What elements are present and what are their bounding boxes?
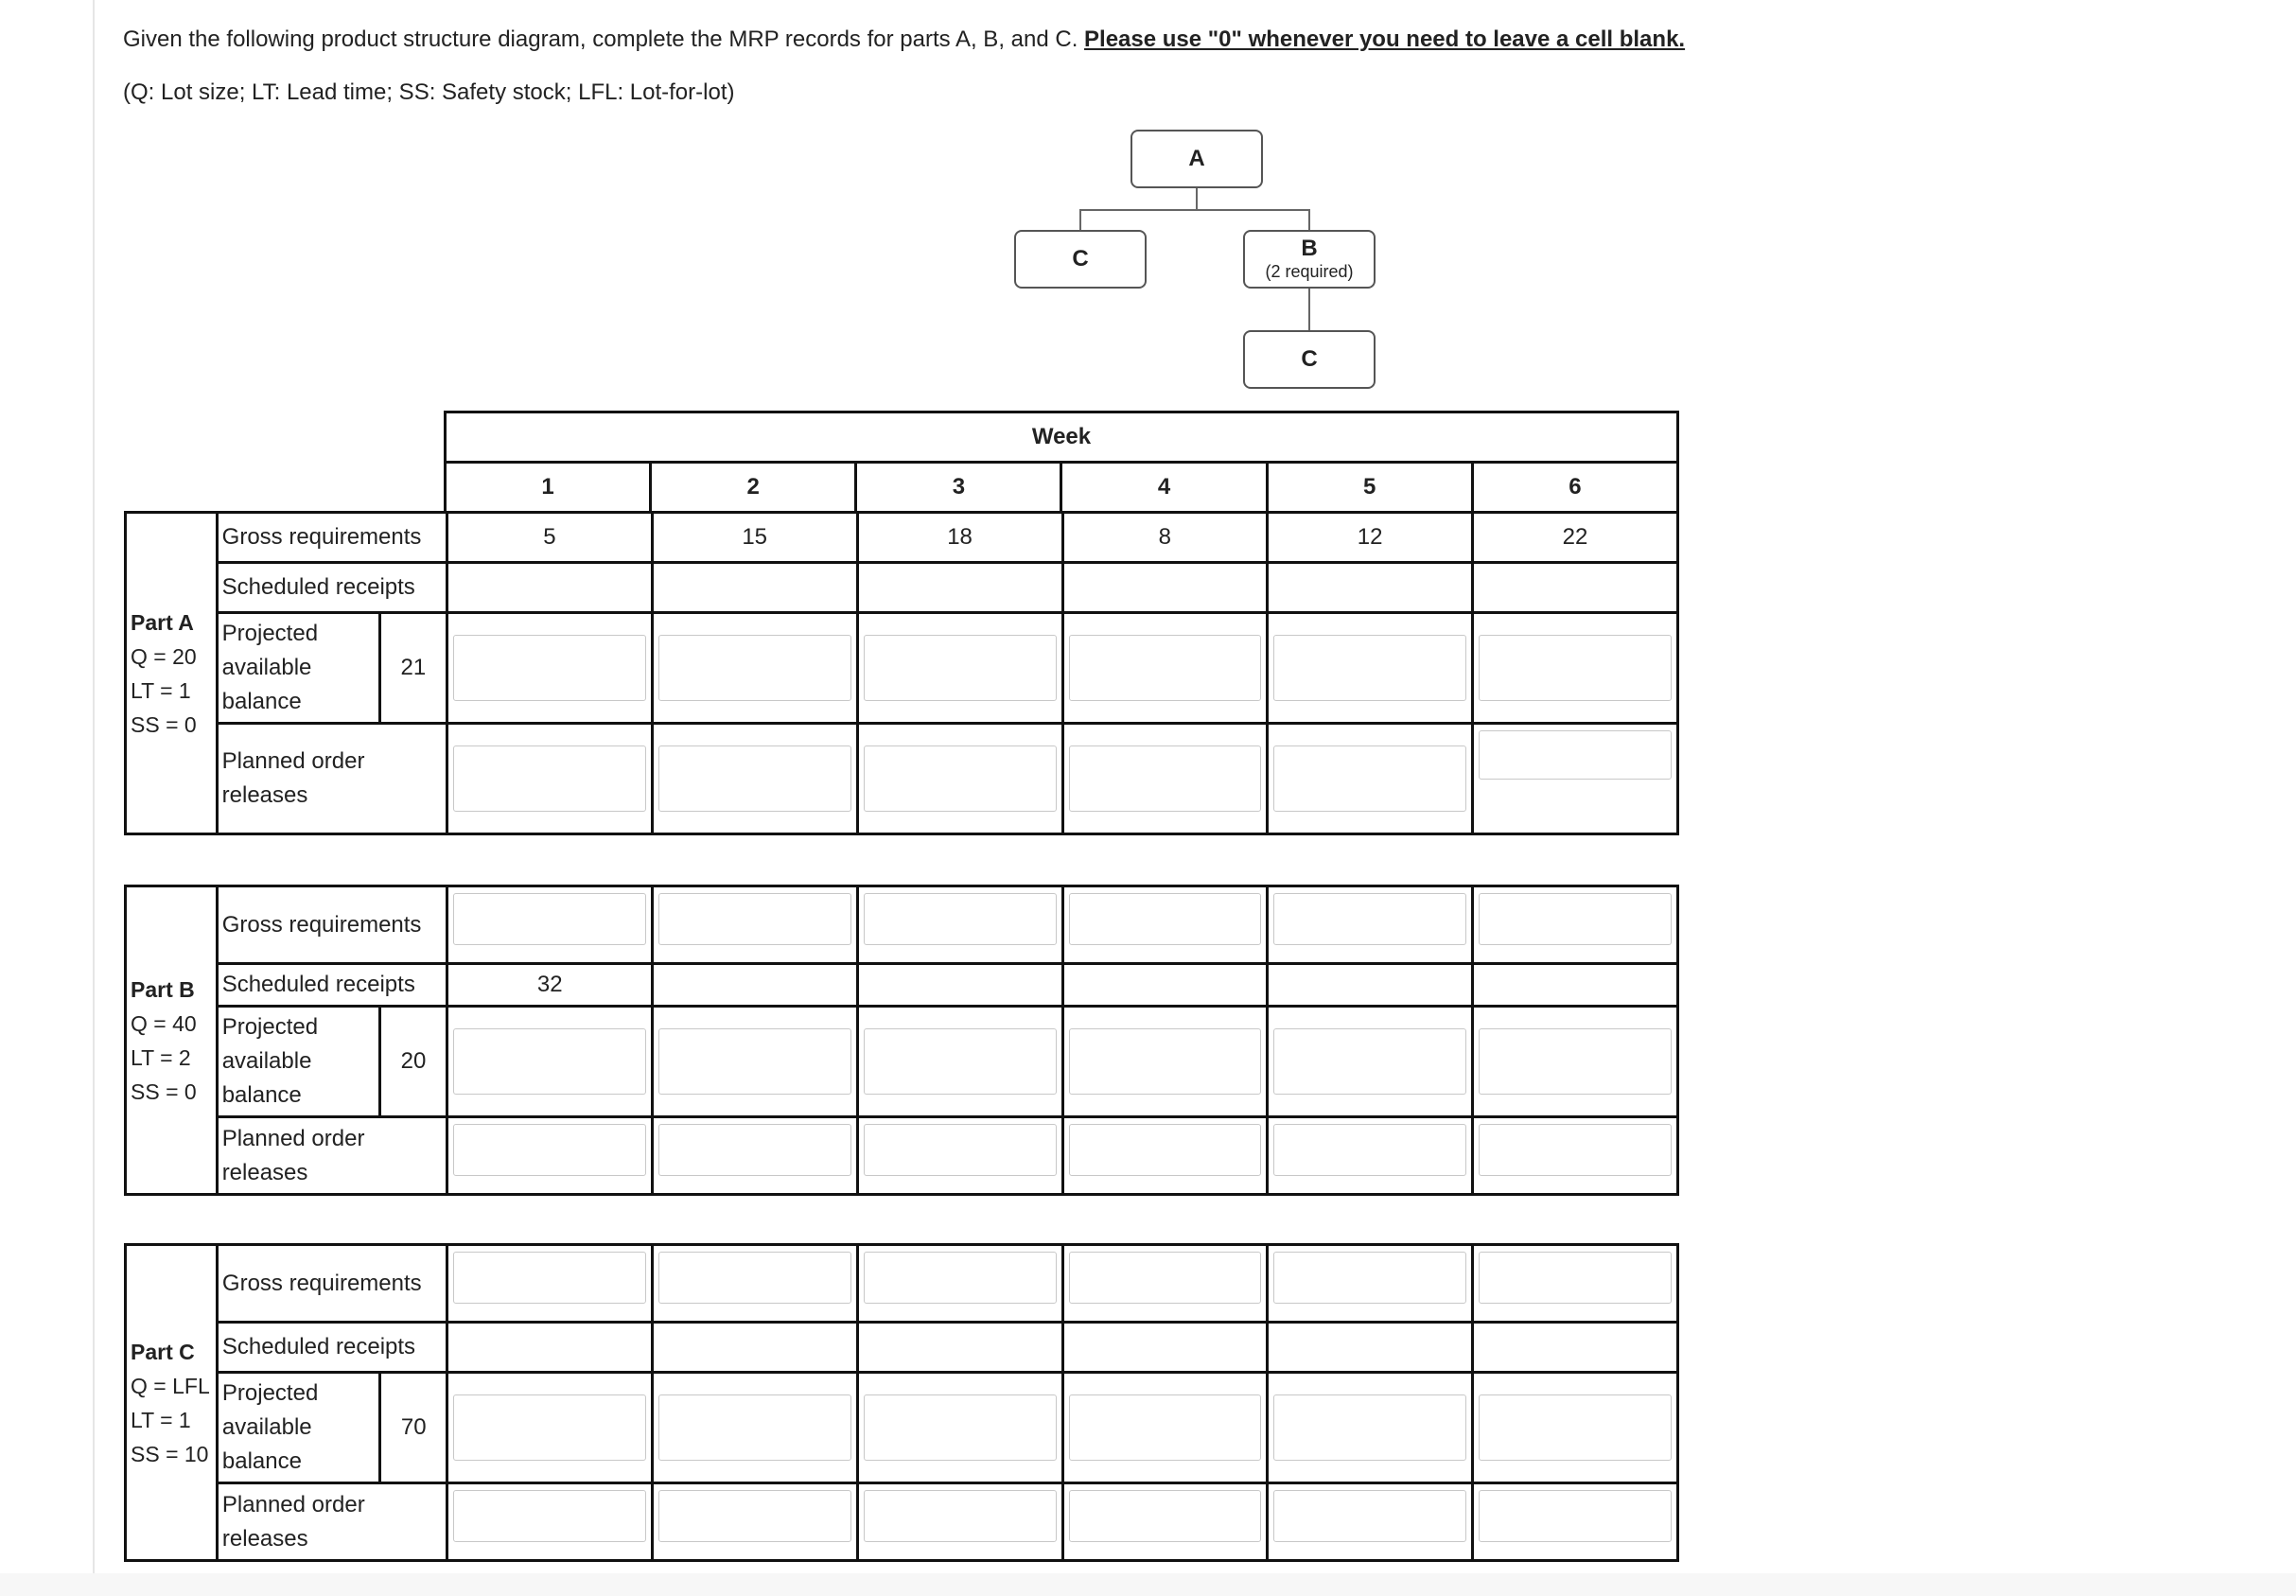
planned-order-releases-label — [217, 1117, 447, 1195]
part-c-info — [126, 1245, 218, 1561]
part-a-gross-week-4: 8 — [1062, 513, 1268, 563]
input-box[interactable] — [658, 1028, 851, 1095]
part-a-sched-week-5 — [1268, 563, 1473, 613]
part-c-name: Part C — [131, 1339, 195, 1364]
gross-requirements-label: Gross requirements — [217, 1245, 447, 1323]
part-b-sched-week-1: 32 — [447, 964, 653, 1007]
label-line: releases — [221, 782, 308, 808]
left-gutter — [0, 0, 95, 1596]
part-c-sched-week-4 — [1062, 1323, 1268, 1373]
part-a-por-week-3-input[interactable] — [857, 724, 1062, 834]
input-box[interactable] — [453, 1028, 646, 1095]
input-box[interactable] — [864, 1124, 1057, 1176]
diagram-node-c — [1014, 230, 1147, 289]
part-b-sched-week-6 — [1473, 964, 1678, 1007]
input-box[interactable] — [1479, 730, 1672, 780]
input-box[interactable] — [1069, 1394, 1262, 1461]
part-b-pab-week-3-input[interactable] — [858, 1007, 1063, 1117]
part-a-pab-week-1-input[interactable] — [447, 613, 653, 724]
part-b-info — [126, 886, 218, 1195]
input-box[interactable] — [1069, 1252, 1262, 1304]
part-c-pab-week-1-input[interactable] — [447, 1373, 653, 1483]
input-box[interactable] — [453, 1394, 646, 1461]
input-box[interactable] — [453, 1490, 646, 1542]
part-b-sched-week-5 — [1268, 964, 1473, 1007]
part-c-gross-week-6-input[interactable] — [1473, 1245, 1678, 1323]
input-box[interactable] — [658, 1252, 851, 1304]
diagram-node-b — [1243, 230, 1376, 289]
input-box[interactable] — [1479, 893, 1672, 945]
part-a-por-week-5-input[interactable] — [1268, 724, 1473, 834]
input-box[interactable] — [864, 1252, 1057, 1304]
node-c-label: C — [1072, 246, 1089, 272]
gross-requirements-label: Gross requirements — [217, 513, 447, 563]
part-b-gross-week-4-input[interactable] — [1062, 886, 1268, 964]
part-b-pab-week-2-input[interactable] — [653, 1007, 858, 1117]
scheduled-receipts-label: Scheduled receipts — [217, 1323, 447, 1373]
week-header: Week — [446, 412, 1678, 463]
part-b-name: Part B — [131, 976, 195, 1002]
projected-balance-label — [217, 1007, 379, 1117]
diagram-node-c-under-b — [1243, 330, 1376, 389]
part-b-sched-week-2 — [653, 964, 858, 1007]
part-c-por-week-5-input[interactable] — [1268, 1483, 1473, 1561]
planned-order-releases-label — [217, 1483, 447, 1561]
part-c-pab-week-5-input[interactable] — [1268, 1373, 1473, 1483]
part-b-pab-week-5-input[interactable] — [1268, 1007, 1473, 1117]
scheduled-receipts-label: Scheduled receipts — [217, 563, 447, 613]
part-c-initial-balance: 70 — [380, 1373, 447, 1483]
input-box[interactable] — [658, 635, 851, 701]
part-b-gross-week-5-input[interactable] — [1268, 886, 1473, 964]
input-box[interactable] — [453, 745, 646, 812]
part-a-gross-week-5: 12 — [1268, 513, 1473, 563]
part-a-name: Part A — [131, 609, 194, 635]
part-a-pab-week-4-input[interactable] — [1062, 613, 1268, 724]
node-c2-label: C — [1301, 346, 1318, 372]
label-line: available — [221, 1414, 312, 1440]
part-c-gross-week-3-input[interactable] — [857, 1245, 1062, 1323]
part-a-lt: LT = 1 — [131, 677, 191, 703]
part-b-table — [124, 885, 1679, 1196]
part-c-table — [124, 1243, 1679, 1562]
label-line: releases — [221, 1525, 308, 1552]
part-a-por-week-2-input[interactable] — [652, 724, 857, 834]
input-box[interactable] — [658, 1490, 851, 1542]
input-box[interactable] — [1069, 1490, 1262, 1542]
week-3-header: 3 — [856, 463, 1061, 513]
part-a-sched-week-6 — [1473, 563, 1678, 613]
part-c-pab-week-2-input[interactable] — [653, 1373, 858, 1483]
planned-order-releases-label — [217, 724, 447, 834]
label-line: Planned order — [221, 1125, 365, 1151]
part-b-por-week-2-input[interactable] — [653, 1117, 858, 1195]
part-a-info — [126, 513, 218, 834]
connector — [1079, 209, 1081, 230]
label-line: Planned order — [221, 1491, 365, 1517]
input-box[interactable] — [1273, 1490, 1466, 1542]
part-a-sched-week-4 — [1062, 563, 1268, 613]
gross-requirements-label: Gross requirements — [217, 886, 447, 964]
input-box[interactable] — [864, 893, 1057, 945]
scheduled-receipts-label: Scheduled receipts — [217, 964, 447, 1007]
connector — [1308, 289, 1310, 330]
part-c-q: Q = LFL — [131, 1373, 210, 1398]
input-box[interactable] — [1069, 893, 1262, 945]
instructions-legend: (Q: Lot size; LT: Lead time; SS: Safety stock; LFL: Lot-for-lot) — [123, 79, 735, 105]
part-a-ss: SS = 0 — [131, 711, 197, 737]
projected-balance-label — [217, 1373, 379, 1483]
part-a-por-week-1-input[interactable] — [447, 724, 653, 834]
input-box[interactable] — [1273, 1252, 1466, 1304]
part-a-por-week-4-input[interactable] — [1062, 724, 1268, 834]
part-c-por-week-4-input[interactable] — [1062, 1483, 1268, 1561]
part-b-pab-week-1-input[interactable] — [447, 1007, 653, 1117]
part-c-sched-week-5 — [1268, 1323, 1473, 1373]
part-b-por-week-5-input[interactable] — [1268, 1117, 1473, 1195]
diagram-node-a — [1130, 130, 1263, 188]
part-c-gross-week-1-input[interactable] — [447, 1245, 653, 1323]
part-b-por-week-3-input[interactable] — [858, 1117, 1063, 1195]
input-box[interactable] — [1479, 1252, 1672, 1304]
part-c-sched-week-1 — [447, 1323, 653, 1373]
part-a-gross-week-2: 15 — [652, 513, 857, 563]
input-box[interactable] — [658, 893, 851, 945]
label-line: balance — [221, 689, 302, 714]
input-box[interactable] — [864, 1028, 1057, 1095]
part-b-q: Q = 40 — [131, 1010, 197, 1036]
week-4-header: 4 — [1061, 463, 1267, 513]
part-c-gross-week-2-input[interactable] — [653, 1245, 858, 1323]
instructions-emphasis: Please use "0" whenever you need to leave a cell blank. — [1084, 26, 1686, 52]
projected-balance-label — [217, 613, 379, 724]
input-box[interactable] — [1479, 1394, 1672, 1461]
part-c-sched-week-6 — [1473, 1323, 1678, 1373]
input-box[interactable] — [453, 1252, 646, 1304]
part-b-ss: SS = 0 — [131, 1079, 197, 1104]
part-c-por-week-2-input[interactable] — [653, 1483, 858, 1561]
part-c-lt: LT = 1 — [131, 1407, 191, 1432]
label-line: Projected — [221, 621, 319, 646]
input-box[interactable] — [1273, 745, 1466, 812]
part-c-sched-week-3 — [857, 1323, 1062, 1373]
part-b-lt: LT = 2 — [131, 1044, 191, 1070]
part-a-gross-week-6: 22 — [1473, 513, 1678, 563]
label-line: Planned order — [221, 748, 365, 774]
week-5-header: 5 — [1267, 463, 1472, 513]
part-c-por-week-1-input[interactable] — [447, 1483, 653, 1561]
instructions-text — [123, 26, 1685, 53]
part-a-gross-week-1: 5 — [447, 513, 653, 563]
part-c-por-week-6-input[interactable] — [1473, 1483, 1678, 1561]
part-b-initial-balance: 20 — [379, 1007, 447, 1117]
part-a-pab-week-6-input[interactable] — [1473, 613, 1678, 724]
connector — [1079, 209, 1310, 211]
input-box[interactable] — [453, 893, 646, 945]
part-c-pab-week-3-input[interactable] — [857, 1373, 1062, 1483]
part-a-por-week-6-input[interactable] — [1473, 724, 1678, 834]
part-c-sched-week-2 — [653, 1323, 858, 1373]
part-b-por-week-1-input[interactable] — [447, 1117, 653, 1195]
input-box[interactable] — [1069, 635, 1262, 701]
input-box[interactable] — [864, 1490, 1057, 1542]
week-header-table — [444, 411, 1679, 514]
part-a-pab-week-3-input[interactable] — [857, 613, 1062, 724]
part-a-pab-week-5-input[interactable] — [1268, 613, 1473, 724]
input-box[interactable] — [658, 745, 851, 812]
input-box[interactable] — [1273, 1124, 1466, 1176]
part-a-initial-balance: 21 — [379, 613, 447, 724]
part-c-por-week-3-input[interactable] — [857, 1483, 1062, 1561]
label-line: Projected — [221, 1014, 319, 1040]
part-c-pab-week-6-input[interactable] — [1473, 1373, 1678, 1483]
input-box[interactable] — [658, 1394, 851, 1461]
week-6-header: 6 — [1472, 463, 1677, 513]
part-b-pab-week-6-input[interactable] — [1473, 1007, 1678, 1117]
part-c-pab-week-4-input[interactable] — [1062, 1373, 1268, 1483]
input-box[interactable] — [1069, 745, 1262, 812]
instructions-main: Given the following product structure diagram, complete the MRP records for parts A, B, and C. — [123, 26, 1085, 52]
input-box[interactable] — [658, 1124, 851, 1176]
part-a-gross-week-3: 18 — [857, 513, 1062, 563]
input-box[interactable] — [1273, 1394, 1466, 1461]
part-b-por-week-4-input[interactable] — [1062, 1117, 1268, 1195]
bottom-edge — [0, 1573, 2296, 1596]
part-c-gross-week-5-input[interactable] — [1268, 1245, 1473, 1323]
week-2-header: 2 — [651, 463, 856, 513]
part-b-sched-week-4 — [1062, 964, 1268, 1007]
part-a-table — [124, 511, 1679, 835]
node-a-label: A — [1188, 146, 1205, 171]
label-line: available — [221, 1048, 312, 1074]
node-b-note: (2 required) — [1265, 262, 1354, 281]
connector — [1308, 209, 1310, 230]
input-box[interactable] — [1069, 1124, 1262, 1176]
input-box[interactable] — [1273, 635, 1466, 701]
part-c-ss: SS = 10 — [131, 1441, 209, 1466]
input-box[interactable] — [864, 745, 1057, 812]
part-a-sched-week-1 — [447, 563, 653, 613]
label-line: available — [221, 655, 312, 680]
input-box[interactable] — [864, 635, 1057, 701]
input-box[interactable] — [1273, 893, 1466, 945]
part-c-gross-week-4-input[interactable] — [1062, 1245, 1268, 1323]
node-b-label: B — [1301, 236, 1318, 261]
input-box[interactable] — [864, 1394, 1057, 1461]
input-box[interactable] — [453, 635, 646, 701]
input-box[interactable] — [1479, 1490, 1672, 1542]
part-a-sched-week-2 — [652, 563, 857, 613]
part-b-gross-week-6-input[interactable] — [1473, 886, 1678, 964]
input-box[interactable] — [453, 1124, 646, 1176]
part-b-gross-week-2-input[interactable] — [653, 886, 858, 964]
connector — [1196, 188, 1198, 209]
label-line: balance — [221, 1448, 302, 1474]
part-b-pab-week-4-input[interactable] — [1062, 1007, 1268, 1117]
part-a-q: Q = 20 — [131, 643, 197, 669]
label-line: balance — [221, 1082, 302, 1108]
input-box[interactable] — [1069, 1028, 1262, 1095]
input-box[interactable] — [1479, 1124, 1672, 1176]
part-b-sched-week-3 — [858, 964, 1063, 1007]
part-a-pab-week-2-input[interactable] — [652, 613, 857, 724]
part-b-por-week-6-input[interactable] — [1473, 1117, 1678, 1195]
input-box[interactable] — [1479, 635, 1672, 701]
part-b-gross-week-3-input[interactable] — [858, 886, 1063, 964]
label-line: releases — [221, 1159, 308, 1185]
input-box[interactable] — [1479, 1028, 1672, 1095]
week-1-header: 1 — [446, 463, 651, 513]
input-box[interactable] — [1273, 1028, 1466, 1095]
part-a-sched-week-3 — [857, 563, 1062, 613]
part-b-gross-week-1-input[interactable] — [447, 886, 653, 964]
label-line: Projected — [221, 1380, 319, 1406]
